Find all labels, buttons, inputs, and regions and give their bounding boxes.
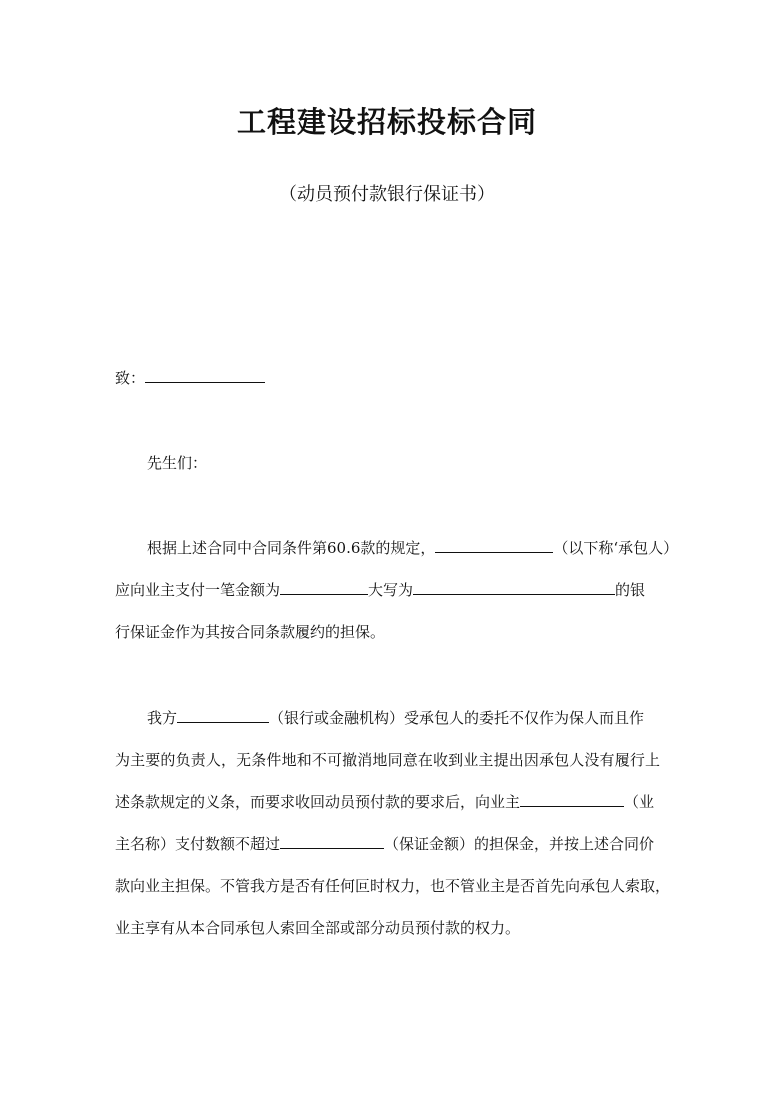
page-subtitle: （动员预付款银行保证书） bbox=[279, 184, 495, 205]
paragraph2-text-c: 述条款规定的义条，而要求收回动员预付款的要求后，向业主 bbox=[115, 793, 521, 811]
paragraph2-line1 bbox=[115, 708, 692, 728]
recipient-line bbox=[115, 368, 660, 388]
page-title: 工程建设招标投标合同 bbox=[236, 105, 537, 139]
amount-words-blank bbox=[413, 580, 615, 595]
paragraph1-text-b: （以下称‘承包人） bbox=[553, 539, 679, 557]
bank-blank bbox=[177, 708, 269, 723]
paragraph1-text-c: 应向业主支付一笔金额为 bbox=[115, 581, 281, 599]
paragraph2-text-a: 我方 bbox=[147, 709, 178, 727]
paragraph2-text-f: （保证金额）的担保金，并按上述合同价 bbox=[384, 835, 655, 853]
paragraph1-line1 bbox=[115, 538, 692, 558]
amount-blank bbox=[280, 580, 368, 595]
owner-name-blank bbox=[520, 792, 624, 807]
to-label: 致： bbox=[115, 369, 146, 387]
recipient-blank bbox=[145, 368, 265, 383]
paragraph2-text-b: （银行或金融机构）受承包人的委托不仅作为保人而且作 bbox=[269, 709, 645, 727]
paragraph1-text-e: 的银 bbox=[615, 581, 646, 599]
paragraph1-line3: 行保证金作为其按合同条款履约的担保。 bbox=[115, 623, 386, 641]
guarantee-amount-blank bbox=[280, 834, 384, 849]
paragraph1-text-d: 大写为 bbox=[368, 581, 414, 599]
paragraph2-text-d: （业 bbox=[624, 793, 655, 811]
paragraph2-text-e: 主名称）支付数额不超过 bbox=[115, 835, 281, 853]
paragraph1-text-a: 根据上述合同中合同条件第60.6款的规定， bbox=[147, 539, 436, 557]
paragraph1-line2 bbox=[115, 580, 660, 600]
paragraph2-line5: 款向业主担保。不管我方是否有任何叵时权力，也不管业主是否首先向承包人索取， bbox=[115, 877, 671, 895]
contractor-blank bbox=[435, 538, 553, 553]
paragraph2-line2: 为主要的负责人，无条件地和不可撤消地同意在收到业主提出因承包人没有履行上 bbox=[115, 751, 660, 769]
paragraph2-line6: 业主享有从本合同承包人索回全部或部分动员预付款的权力。 bbox=[115, 919, 521, 937]
paragraph2-line3 bbox=[115, 792, 660, 812]
paragraph2-line4 bbox=[115, 834, 660, 854]
greeting-line: 先生们： bbox=[147, 454, 208, 472]
